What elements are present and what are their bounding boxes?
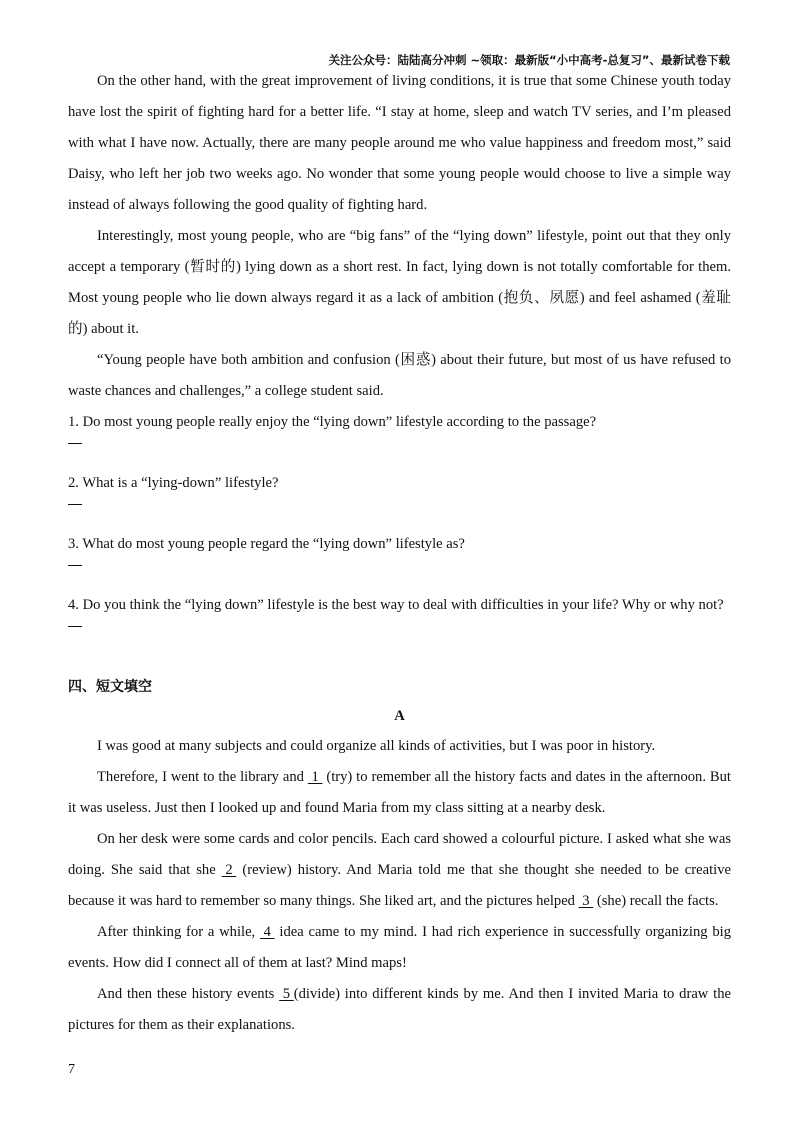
passage-paragraph-1: On the other hand, with the great improvement of living conditions, it is true that some Chinese youth today have lost the spirit of fighting hard for a better life. “I stay at home, sleep and watch TV series, and I’m pleased with what I have now. Actually, there are many people around me who value happiness and freedom most,” said Daisy, who left her job two weeks ago. No wonder that some young people would choose to live a simple way instead of always following the good quality of fighting hard. (68, 73, 731, 213)
blank-5[interactable]: 5 (279, 986, 294, 1002)
passage-paragraph-2: Interestingly, most young people, who are “big fans” of the “lying down” lifestyle, point out that they only accept a temporary (暂时的) lying down as a short rest. In fact, lying down is not totally comfortable for them. Most young people who lie down always regard it as a lack of ambition (抱负、夙愿) and feel ashamed (羞耻的) about it. (68, 228, 731, 337)
answer-line-2[interactable] (68, 499, 731, 529)
cloze-paragraph-1: I was good at many subjects and could organize all kinds of activities, but I was poor in history. (97, 738, 656, 754)
answer-line-4[interactable] (68, 621, 731, 651)
question-2: 2. What is a “lying-down” lifestyle? (68, 475, 279, 491)
blank-4[interactable]: 4 (260, 924, 275, 940)
passage-label: A (394, 708, 405, 724)
question-3: 3. What do most young people regard the “lying down” lifestyle as? (68, 536, 465, 552)
passage-paragraph-3: “Young people have both ambition and confusion (困惑) about their future, but most of us have refused to waste chances and challenges,” a college student said. (68, 352, 731, 399)
question-1: 1. Do most young people really enjoy the “lying down” lifestyle according to the passage? (68, 414, 597, 430)
cloze-paragraph-4: After thinking for a while, 4 idea came to my mind. I had rich experience in successfully organizing big events. How did I connect all of them at last? Mind maps! (68, 917, 731, 979)
blank-2[interactable]: 2 (221, 862, 237, 878)
page-content (68, 66, 731, 1041)
cloze-paragraph-2: Therefore, I went to the library and 1 (try) to remember all the history facts and dates in the afternoon. But it was useless. Just then I looked up and found Maria from my class sitting at a nearby desk. (68, 762, 731, 824)
header-note: 关注公众号：陆陆高分冲刺 ~领取：最新版“小中高考-总复习”、最新试卷下载 (328, 53, 730, 67)
cloze-paragraph-3: On her desk were some cards and color pencils. Each card showed a colourful picture. I asked what she was doing. She said that she 2 (review) history. And Maria told me that she thought she needed to be creative because it was hard to remember so many things. She liked art, and the pictures helped 3 (she) recall the facts. (68, 824, 731, 917)
answer-line-3[interactable] (68, 560, 731, 590)
cloze-paragraph-5: And then these history events 5 (divide) into different kinds by me. And then I invited Maria to draw the pictures for them as their explanations. (68, 979, 731, 1041)
section-heading: 四、短文填空 (68, 679, 152, 695)
blank-3[interactable]: 3 (578, 893, 594, 909)
page-number: 7 (68, 1062, 75, 1077)
answer-line-1[interactable] (68, 438, 731, 468)
question-4: 4. Do you think the “lying down” lifestyle is the best way to deal with difficulties in your life? Why or why not? (68, 597, 724, 613)
blank-1[interactable]: 1 (307, 769, 323, 785)
